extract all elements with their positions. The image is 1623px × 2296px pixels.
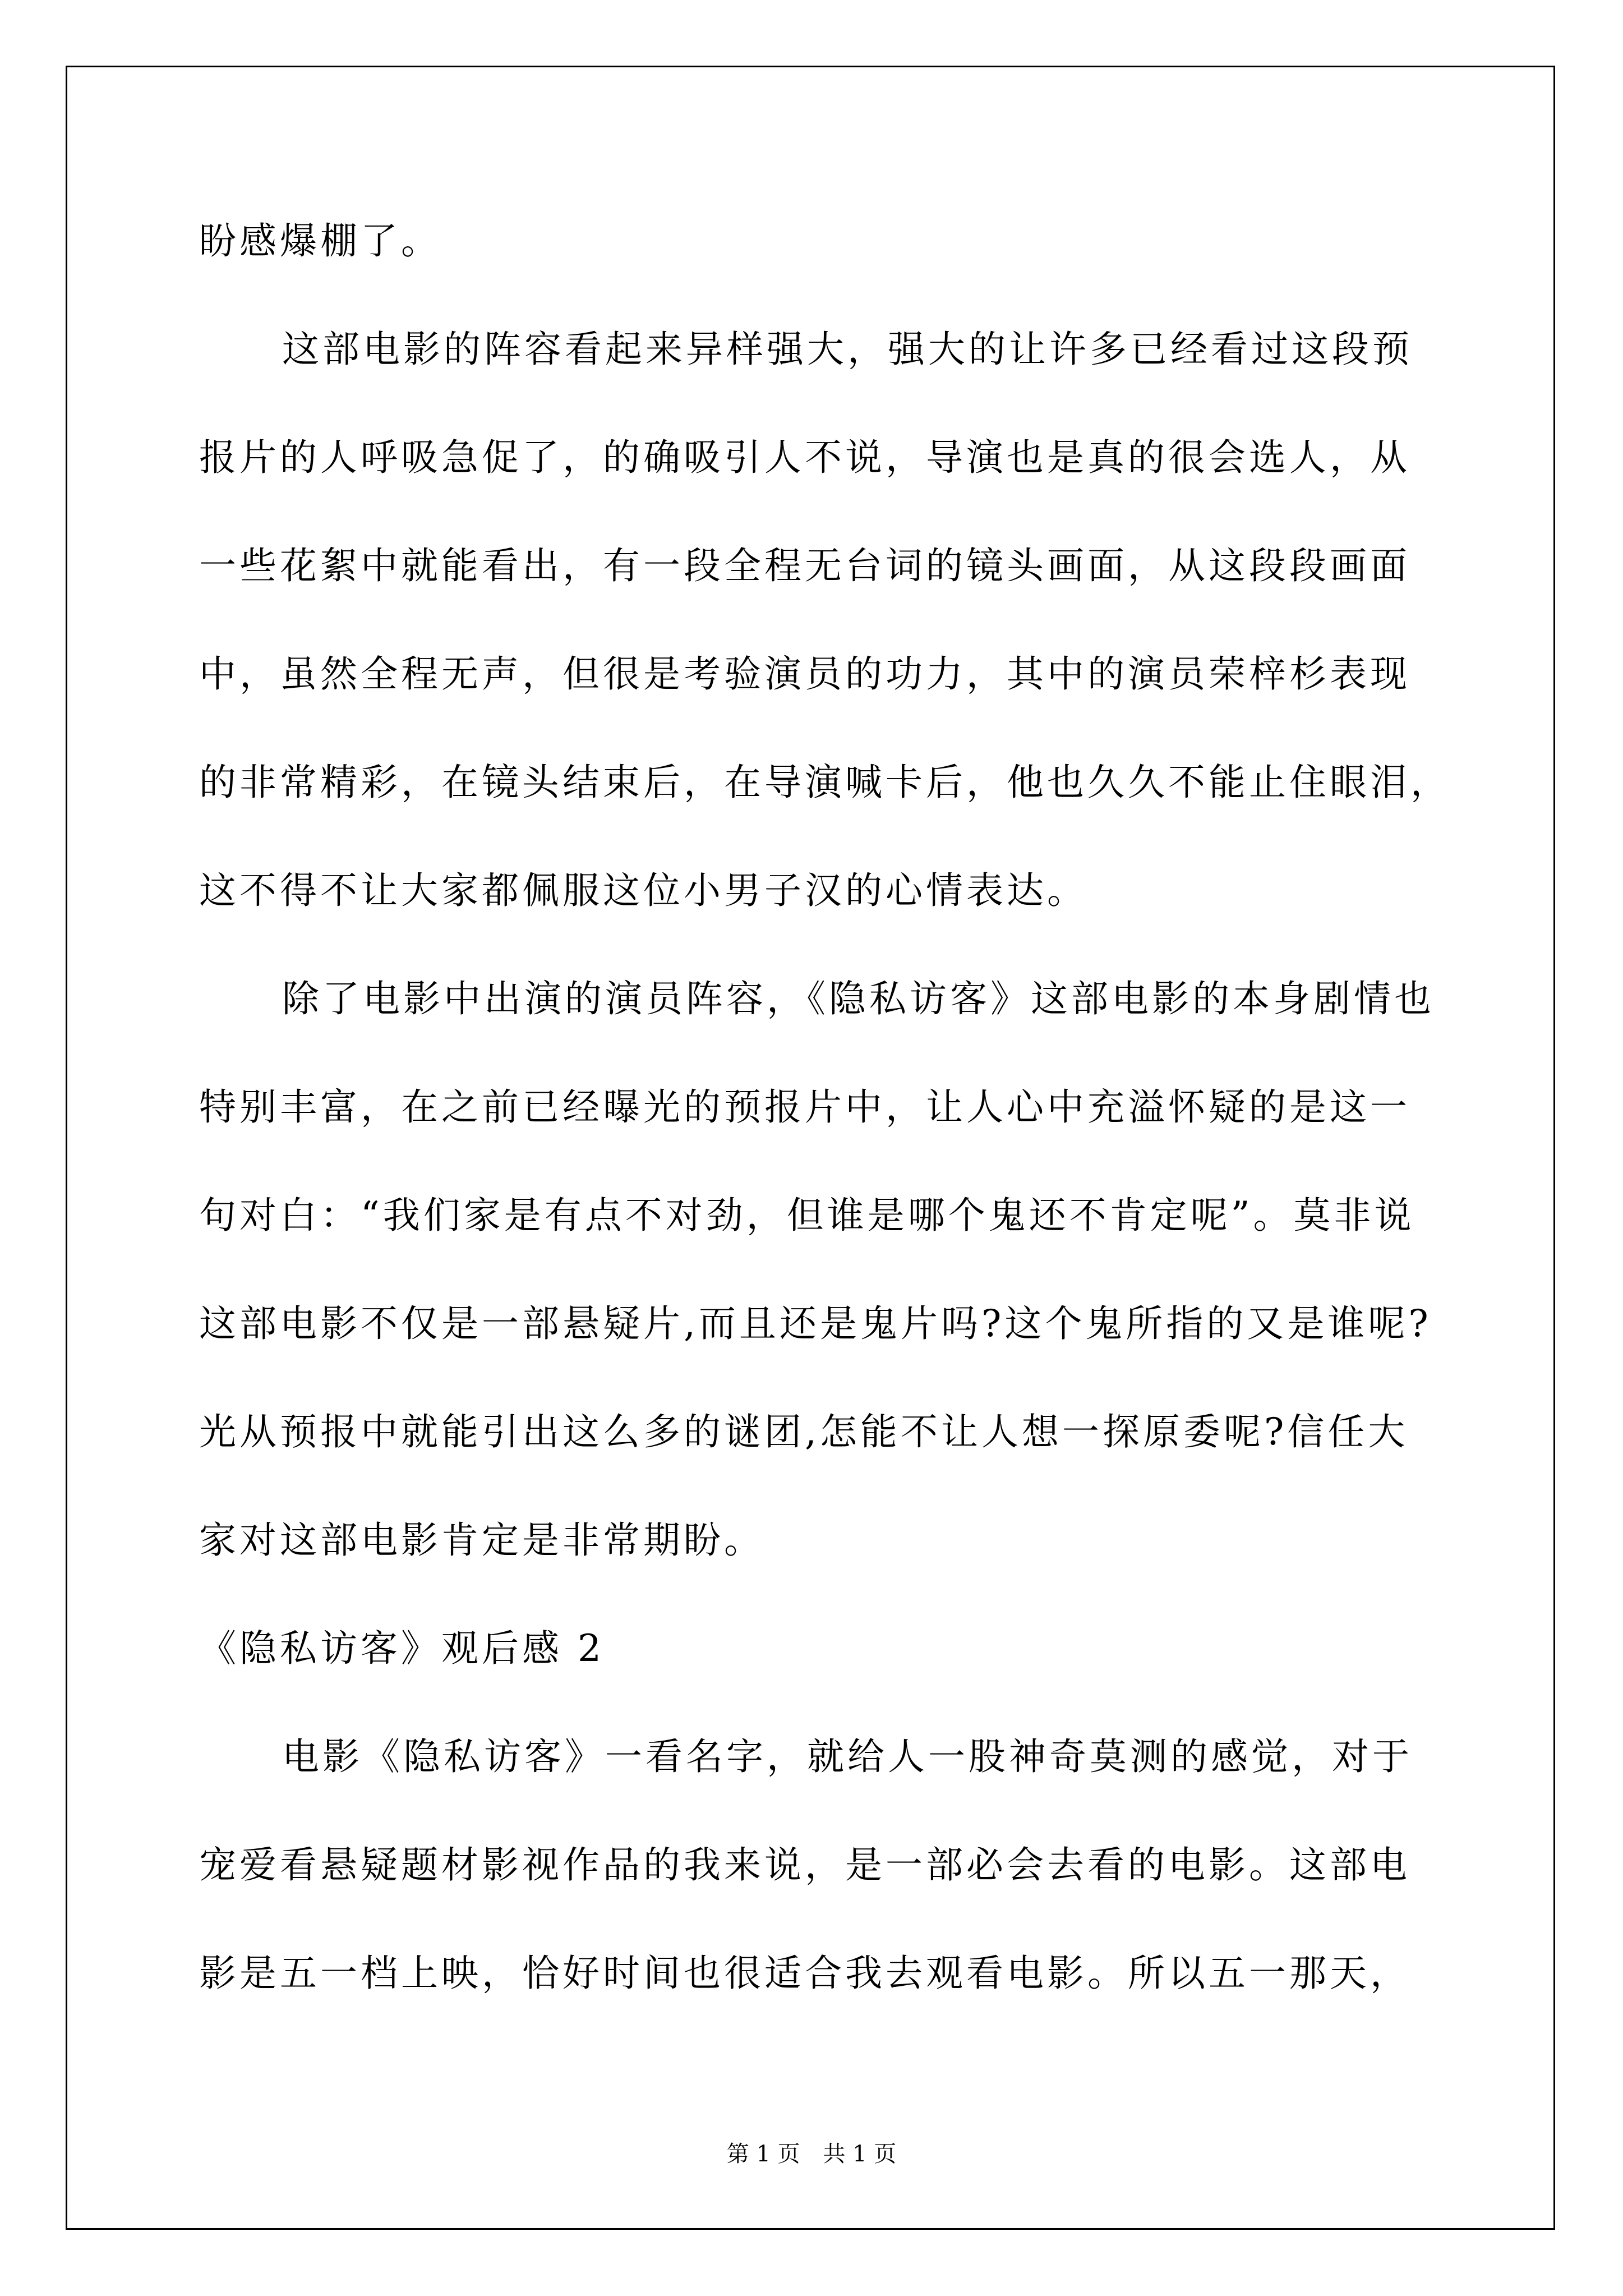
text-line: 的非常精彩，在镜头结束后，在导演喊卡后，他也久久不能止住眼泪， <box>199 761 1451 804</box>
text-line: 这不得不让大家都佩服这位小男子汉的心情表达。 <box>199 869 1087 912</box>
section-heading: 《隐私访客》观后感 2 <box>199 1627 605 1670</box>
text-line: 家对这部电影肯定是非常期盼。 <box>199 1519 764 1562</box>
text-line: 除了电影中出演的演员阵容，《隐私访客》这部电影的本身剧情也 <box>282 977 1435 1020</box>
document-body <box>199 202 1467 2042</box>
text-line: 电影《隐私访客》一看名字，就给人一股神奇莫测的感觉，对于 <box>282 1735 1413 1778</box>
text-line: 句对白：“我们家是有点不对劲，但谁是哪个鬼还不肯定呢”。莫非说 <box>199 1194 1415 1237</box>
text-line: 这部电影的阵容看起来异样强大，强大的让许多已经看过这段预 <box>282 328 1413 371</box>
page-total: 共 1 页 <box>823 2141 897 2167</box>
text-line: 宠爱看悬疑题材影视作品的我来说，是一部必会去看的电影。这部电 <box>199 1843 1410 1887</box>
text-line: 这部电影不仅是一部悬疑片,而且还是鬼片吗?这个鬼所指的又是谁呢? <box>199 1302 1432 1345</box>
text-line: 盼感爆棚了。 <box>199 219 441 263</box>
text-line: 中，虽然全程无声，但很是考验演员的功力，其中的演员荣梓杉表现 <box>199 652 1410 696</box>
page-footer <box>0 2140 1623 2168</box>
text-line: 影是五一档上映，恰好时间也很适合我去观看电影。所以五一那天， <box>199 1952 1410 1995</box>
text-line: 光从预报中就能引出这么多的谜团,怎能不让人想一探原委呢?信任大 <box>199 1410 1409 1453</box>
page-number: 第 1 页 <box>726 2141 800 2167</box>
text-line: 报片的人呼吸急促了，的确吸引人不说，导演也是真的很会选人，从 <box>199 436 1410 479</box>
text-line: 特别丰富，在之前已经曝光的预报片中，让人心中充溢怀疑的是这一 <box>199 1085 1410 1129</box>
text-line: 一些花絮中就能看出，有一段全程无台词的镜头画面，从这段段画面 <box>199 544 1410 587</box>
